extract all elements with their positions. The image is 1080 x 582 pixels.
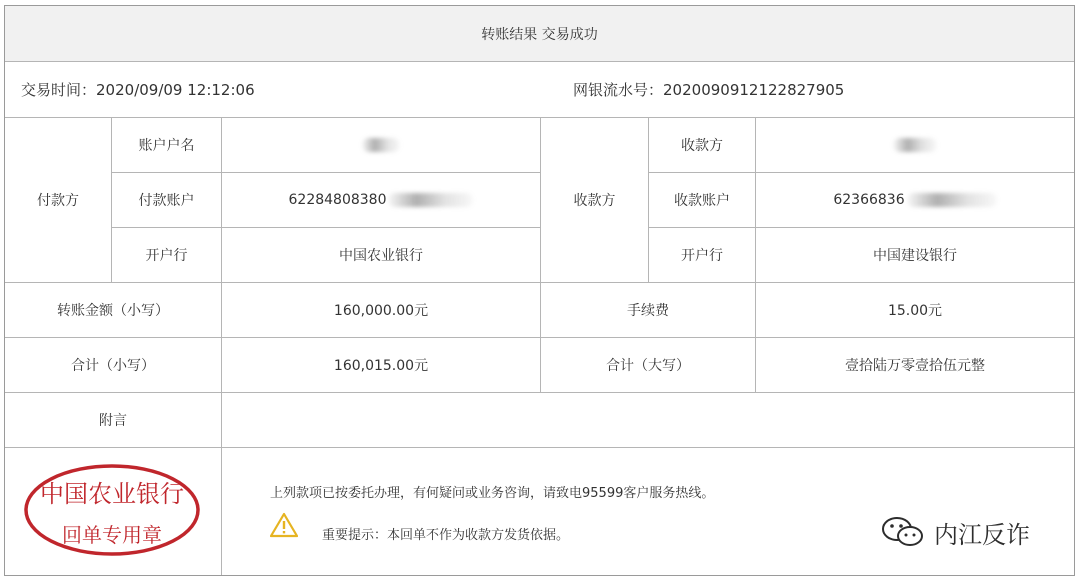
payer-account-number: 62284808380 [288, 192, 387, 208]
payee-account-value [756, 173, 1074, 228]
payee-name-value [756, 118, 1074, 173]
redacted-mask [362, 138, 400, 152]
redacted-mask [907, 193, 997, 207]
remark-label: 附言 [5, 393, 222, 448]
remark-value [222, 393, 1074, 448]
important-notice: 重要提示：本回单不作为收款方发货依据。 [322, 528, 570, 543]
total-small-label: 合计（小写） [5, 338, 222, 393]
fee-label: 手续费 [541, 283, 756, 338]
transaction-time-value: 2020/09/09 12:12:06 [96, 81, 255, 99]
service-notice: 上列款项已按委托办理，有何疑问或业务咨询，请致电95599客户服务热线。 [270, 486, 715, 501]
serial-label: 网银流水号： [573, 81, 664, 99]
payer-name-value [222, 118, 541, 173]
total-big-value: 壹拾陆万零壹拾伍元整 [756, 338, 1074, 393]
total-small-value: 160,015.00元 [222, 338, 541, 393]
transaction-time [21, 62, 255, 118]
bank-serial-number [573, 62, 844, 118]
stamp-line1: 中国农业银行 [40, 480, 184, 508]
bank-seal-stamp [22, 462, 202, 558]
serial-value: 2020090912122827905 [663, 81, 845, 99]
watermark-text: 内江反诈 [934, 520, 1030, 549]
payer-account-value [222, 173, 541, 228]
payee-account-number: 62366836 [833, 192, 905, 208]
payee-bank-value: 中国建设银行 [756, 228, 1074, 283]
payer-bank-value: 中国农业银行 [222, 228, 541, 283]
payer-account-label: 付款账户 [112, 173, 222, 228]
wechat-icon [880, 514, 926, 550]
payer-name-label: 账户户名 [112, 118, 222, 173]
payee-bank-label: 开户行 [649, 228, 756, 283]
warning-icon [270, 512, 298, 538]
receipt-title: 转账结果 交易成功 [5, 6, 1074, 62]
stamp-line2: 回单专用章 [62, 523, 162, 547]
payee-name-label: 收款方 [649, 118, 756, 173]
fee-value: 15.00元 [756, 283, 1074, 338]
payee-account-label: 收款账户 [649, 173, 756, 228]
redacted-mask [893, 138, 937, 152]
transfer-amount-label: 转账金额（小写） [5, 283, 222, 338]
payer-group-label: 付款方 [5, 118, 112, 283]
account-watermark [880, 514, 1030, 550]
total-big-label: 合计（大写） [541, 338, 756, 393]
payee-group-label: 收款方 [541, 118, 649, 283]
transfer-amount-value: 160,000.00元 [222, 283, 541, 338]
redacted-mask [388, 193, 473, 207]
transaction-time-label: 交易时间： [21, 81, 97, 99]
payer-bank-label: 开户行 [112, 228, 222, 283]
transaction-info-row [5, 62, 1074, 118]
